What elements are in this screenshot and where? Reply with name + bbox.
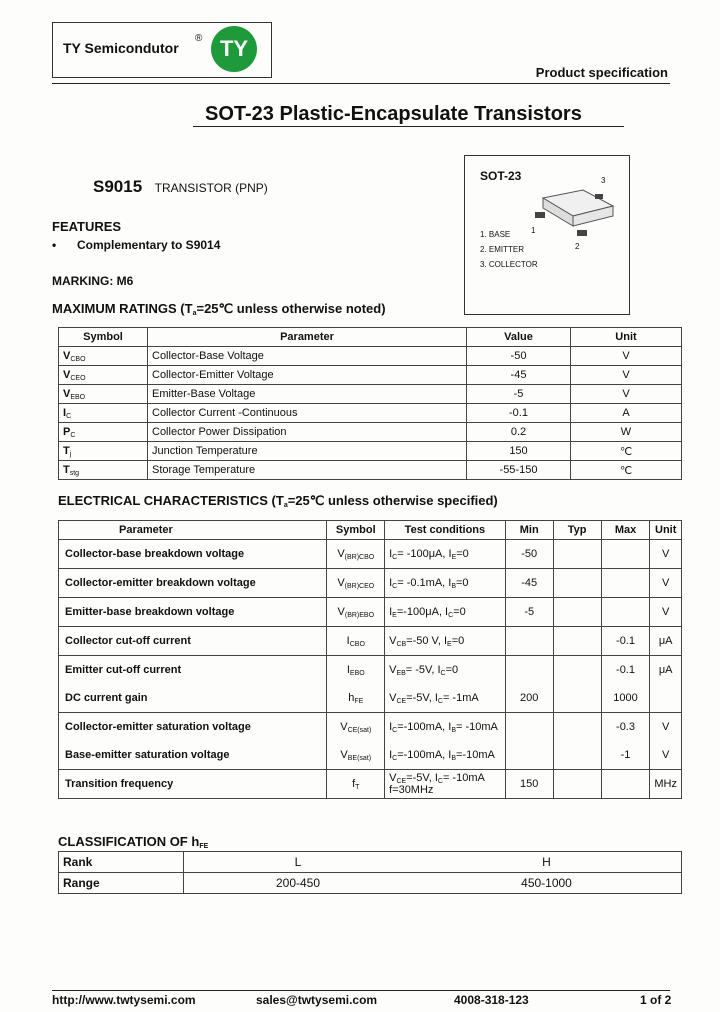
- table-row: [59, 684, 682, 713]
- header-divider: [52, 83, 670, 84]
- feature-item: [52, 238, 220, 252]
- min-cell: [505, 627, 553, 656]
- part-number: S9015: [93, 177, 143, 196]
- symbol-cell: $T_j$: [59, 442, 148, 461]
- condition-cell: $I_C= -100\mu A$, $I_E=0$: [385, 540, 506, 569]
- pin-number-2: 2: [575, 242, 580, 251]
- condition-cell: $V_{CE}=-5V$, $I_C= -10mA$ f=30MHz: [385, 770, 506, 799]
- pin-number-1: 1: [531, 226, 536, 235]
- registered-mark: ®: [195, 33, 203, 44]
- bullet-icon: •: [52, 238, 57, 252]
- range-h: 450-1000: [412, 873, 682, 894]
- parameter-cell: Collector-emitter breakdown voltage: [59, 569, 327, 598]
- unit-cell: μA: [650, 656, 682, 685]
- col-parameter: Parameter: [59, 521, 327, 540]
- table-row: [59, 741, 682, 770]
- pin-number-3: 3: [601, 176, 606, 185]
- min-cell: [505, 656, 553, 685]
- typ-cell: [553, 569, 601, 598]
- symbol-cell: $I_{CBO}$: [327, 627, 385, 656]
- condition-cell: $V_{CE}=-5V$, $I_C= -1mA$: [385, 684, 506, 713]
- max-cell: -0.1: [601, 627, 650, 656]
- page-title: SOT-23 Plastic-Encapsulate Transistors: [205, 103, 582, 125]
- typ-cell: [553, 656, 601, 685]
- table-row: [59, 461, 682, 480]
- condition-cell: $V_{CB}=-50$ V, $I_E=0$: [385, 627, 506, 656]
- value-cell: -0.1: [467, 404, 571, 423]
- unit-cell: V: [650, 569, 682, 598]
- value-cell: -45: [467, 366, 571, 385]
- table-row: [59, 770, 682, 799]
- part-heading: [93, 177, 268, 197]
- part-type: TRANSISTOR (PNP): [154, 181, 268, 195]
- rank-l: L: [184, 852, 413, 873]
- table-row: [59, 713, 682, 742]
- col-symbol: Symbol: [59, 328, 148, 347]
- min-cell: 200: [505, 684, 553, 713]
- col-min: Min: [505, 521, 553, 540]
- unit-cell: ℃: [571, 461, 682, 480]
- table-row: [59, 540, 682, 569]
- max-ratings-heading-sub: a: [192, 310, 197, 317]
- max-cell: [601, 598, 650, 627]
- parameter-cell: Junction Temperature: [148, 442, 467, 461]
- condition-cell: $I_C=-100mA$, $I_B= -10mA$: [385, 713, 506, 742]
- parameter-cell: Collector Power Dissipation: [148, 423, 467, 442]
- col-unit: Unit: [650, 521, 682, 540]
- value-cell: 150: [467, 442, 571, 461]
- value-cell: -50: [467, 347, 571, 366]
- col-typ: Typ: [553, 521, 601, 540]
- symbol-cell: $V_{CE(sat)}$: [327, 713, 385, 742]
- typ-cell: [553, 627, 601, 656]
- rank-label: Rank: [59, 852, 184, 873]
- max-cell: -1: [601, 741, 650, 770]
- typ-cell: [553, 684, 601, 713]
- symbol-cell: $P_C$: [59, 423, 148, 442]
- min-cell: [505, 713, 553, 742]
- col-parameter: Parameter: [148, 328, 467, 347]
- rank-h: H: [412, 852, 682, 873]
- pin-label-base: 1. BASE: [480, 230, 511, 239]
- electrical-heading: [58, 493, 498, 509]
- electrical-heading-sub: a: [283, 502, 288, 509]
- condition-cell: $I_C= -0.1mA$, $I_B=0$: [385, 569, 506, 598]
- symbol-cell: $V_{(BR)CEO}$: [327, 569, 385, 598]
- table-header-row: [59, 521, 682, 540]
- parameter-cell: Collector-base breakdown voltage: [59, 540, 327, 569]
- symbol-cell: $V_{EBO}$: [59, 385, 148, 404]
- typ-cell: [553, 540, 601, 569]
- col-test-conditions: Test conditions: [385, 521, 506, 540]
- unit-cell: μA: [650, 627, 682, 656]
- condition-cell: $V_{EB}= -5V$, $I_C=0$: [385, 656, 506, 685]
- max-ratings-heading-rest: =25℃ unless otherwise noted): [196, 301, 386, 316]
- page-number: 1 of 2: [640, 993, 672, 1007]
- feature-text: Complementary to S9014: [77, 238, 221, 252]
- table-row: [59, 423, 682, 442]
- parameter-cell: Storage Temperature: [148, 461, 467, 480]
- unit-cell: V: [571, 366, 682, 385]
- condition-cell: $I_E=-100\mu A$, $I_C=0$: [385, 598, 506, 627]
- value-cell: -5: [467, 385, 571, 404]
- pin-label-collector: 3. COLLECTOR: [480, 260, 538, 269]
- email-link[interactable]: sales@twtysemi.com: [256, 993, 378, 1007]
- table-row: [59, 627, 682, 656]
- rank-row: [59, 852, 682, 873]
- footer-divider: [52, 990, 670, 991]
- unit-cell: V: [650, 713, 682, 742]
- unit-cell: [650, 684, 682, 713]
- sot23-package-icon: [525, 176, 625, 251]
- unit-cell: ℃: [571, 442, 682, 461]
- col-unit: Unit: [571, 328, 682, 347]
- max-cell: [601, 770, 650, 799]
- value-cell: 0.2: [467, 423, 571, 442]
- parameter-cell: Base-emitter saturation voltage: [59, 741, 327, 770]
- parameter-cell: Emitter cut-off current: [59, 656, 327, 685]
- electrical-heading-rest: =25℃ unless otherwise specified): [287, 493, 498, 508]
- parameter-cell: DC current gain: [59, 684, 327, 713]
- parameter-cell: Collector-Base Voltage: [148, 347, 467, 366]
- condition-cell: $I_C=-100mA$, $I_B=-10mA$: [385, 741, 506, 770]
- company-name: TY Semicondutor: [63, 40, 179, 56]
- company-logo-box: [52, 22, 272, 78]
- max-ratings-table: [58, 327, 682, 480]
- unit-cell: V: [650, 598, 682, 627]
- features-heading: FEATURES: [52, 219, 122, 234]
- classification-heading: [58, 834, 208, 849]
- unit-cell: V: [571, 347, 682, 366]
- max-ratings-heading-text: MAXIMUM RATINGS (T: [52, 301, 193, 316]
- table-row: [59, 366, 682, 385]
- symbol-cell: $T_{stg}$: [59, 461, 148, 480]
- symbol-cell: $V_{BE(sat)}$: [327, 741, 385, 770]
- typ-cell: [553, 713, 601, 742]
- unit-cell: V: [650, 741, 682, 770]
- classification-heading-sub: FE: [199, 843, 209, 850]
- min-cell: -50: [505, 540, 553, 569]
- symbol-cell: $I_C$: [59, 404, 148, 423]
- symbol-cell: $V_{(BR)CBO}$: [327, 540, 385, 569]
- table-row: [59, 442, 682, 461]
- website-link[interactable]: http://www.twtysemi.com: [52, 993, 196, 1007]
- unit-cell: W: [571, 423, 682, 442]
- range-row: [59, 873, 682, 894]
- typ-cell: [553, 770, 601, 799]
- marking: MARKING: M6: [52, 274, 134, 288]
- title-underline: [193, 126, 624, 127]
- max-cell: 1000: [601, 684, 650, 713]
- max-cell: [601, 569, 650, 598]
- classification-heading-text: CLASSIFICATION OF h: [58, 834, 200, 849]
- parameter-cell: Transition frequency: [59, 770, 327, 799]
- classification-table: [58, 851, 682, 894]
- parameter-cell: Emitter-Base Voltage: [148, 385, 467, 404]
- symbol-cell: $V_{CEO}$: [59, 366, 148, 385]
- symbol-cell: $V_{CBO}$: [59, 347, 148, 366]
- symbol-cell: $V_{(BR)EBO}$: [327, 598, 385, 627]
- value-cell: -55-150: [467, 461, 571, 480]
- max-cell: -0.1: [601, 656, 650, 685]
- parameter-cell: Emitter-base breakdown voltage: [59, 598, 327, 627]
- parameter-cell: Collector cut-off current: [59, 627, 327, 656]
- range-label: Range: [59, 873, 184, 894]
- electrical-heading-text: ELECTRICAL CHARACTERISTICS (T: [58, 493, 284, 508]
- typ-cell: [553, 598, 601, 627]
- col-symbol: Symbol: [327, 521, 385, 540]
- max-ratings-heading: [52, 301, 386, 317]
- range-l: 200-450: [184, 873, 413, 894]
- parameter-cell: Collector-emitter saturation voltage: [59, 713, 327, 742]
- symbol-cell: $h_{FE}$: [327, 684, 385, 713]
- min-cell: -5: [505, 598, 553, 627]
- min-cell: [505, 741, 553, 770]
- col-value: Value: [467, 328, 571, 347]
- unit-cell: MHz: [650, 770, 682, 799]
- package-diagram-box: [464, 155, 630, 315]
- unit-cell: A: [571, 404, 682, 423]
- typ-cell: [553, 741, 601, 770]
- table-row: [59, 656, 682, 685]
- electrical-table: [58, 520, 682, 799]
- table-row: [59, 385, 682, 404]
- table-row: [59, 598, 682, 627]
- phone-number: 4008-318-123: [454, 993, 529, 1007]
- pin-label-emitter: 2. EMITTER: [480, 245, 525, 254]
- unit-cell: V: [571, 385, 682, 404]
- parameter-cell: Collector-Emitter Voltage: [148, 366, 467, 385]
- unit-cell: V: [650, 540, 682, 569]
- min-cell: -45: [505, 569, 553, 598]
- parameter-cell: Collector Current -Continuous: [148, 404, 467, 423]
- package-name: SOT-23: [480, 169, 522, 183]
- min-cell: 150: [505, 770, 553, 799]
- table-row: [59, 347, 682, 366]
- table-row: [59, 404, 682, 423]
- table-header-row: [59, 328, 682, 347]
- ty-logo-icon: TY: [211, 26, 257, 72]
- table-row: [59, 569, 682, 598]
- col-max: Max: [601, 521, 650, 540]
- max-cell: [601, 540, 650, 569]
- product-spec-label: Product specification: [535, 65, 668, 80]
- symbol-cell: $f_T$: [327, 770, 385, 799]
- max-cell: -0.3: [601, 713, 650, 742]
- symbol-cell: $I_{EBO}$: [327, 656, 385, 685]
